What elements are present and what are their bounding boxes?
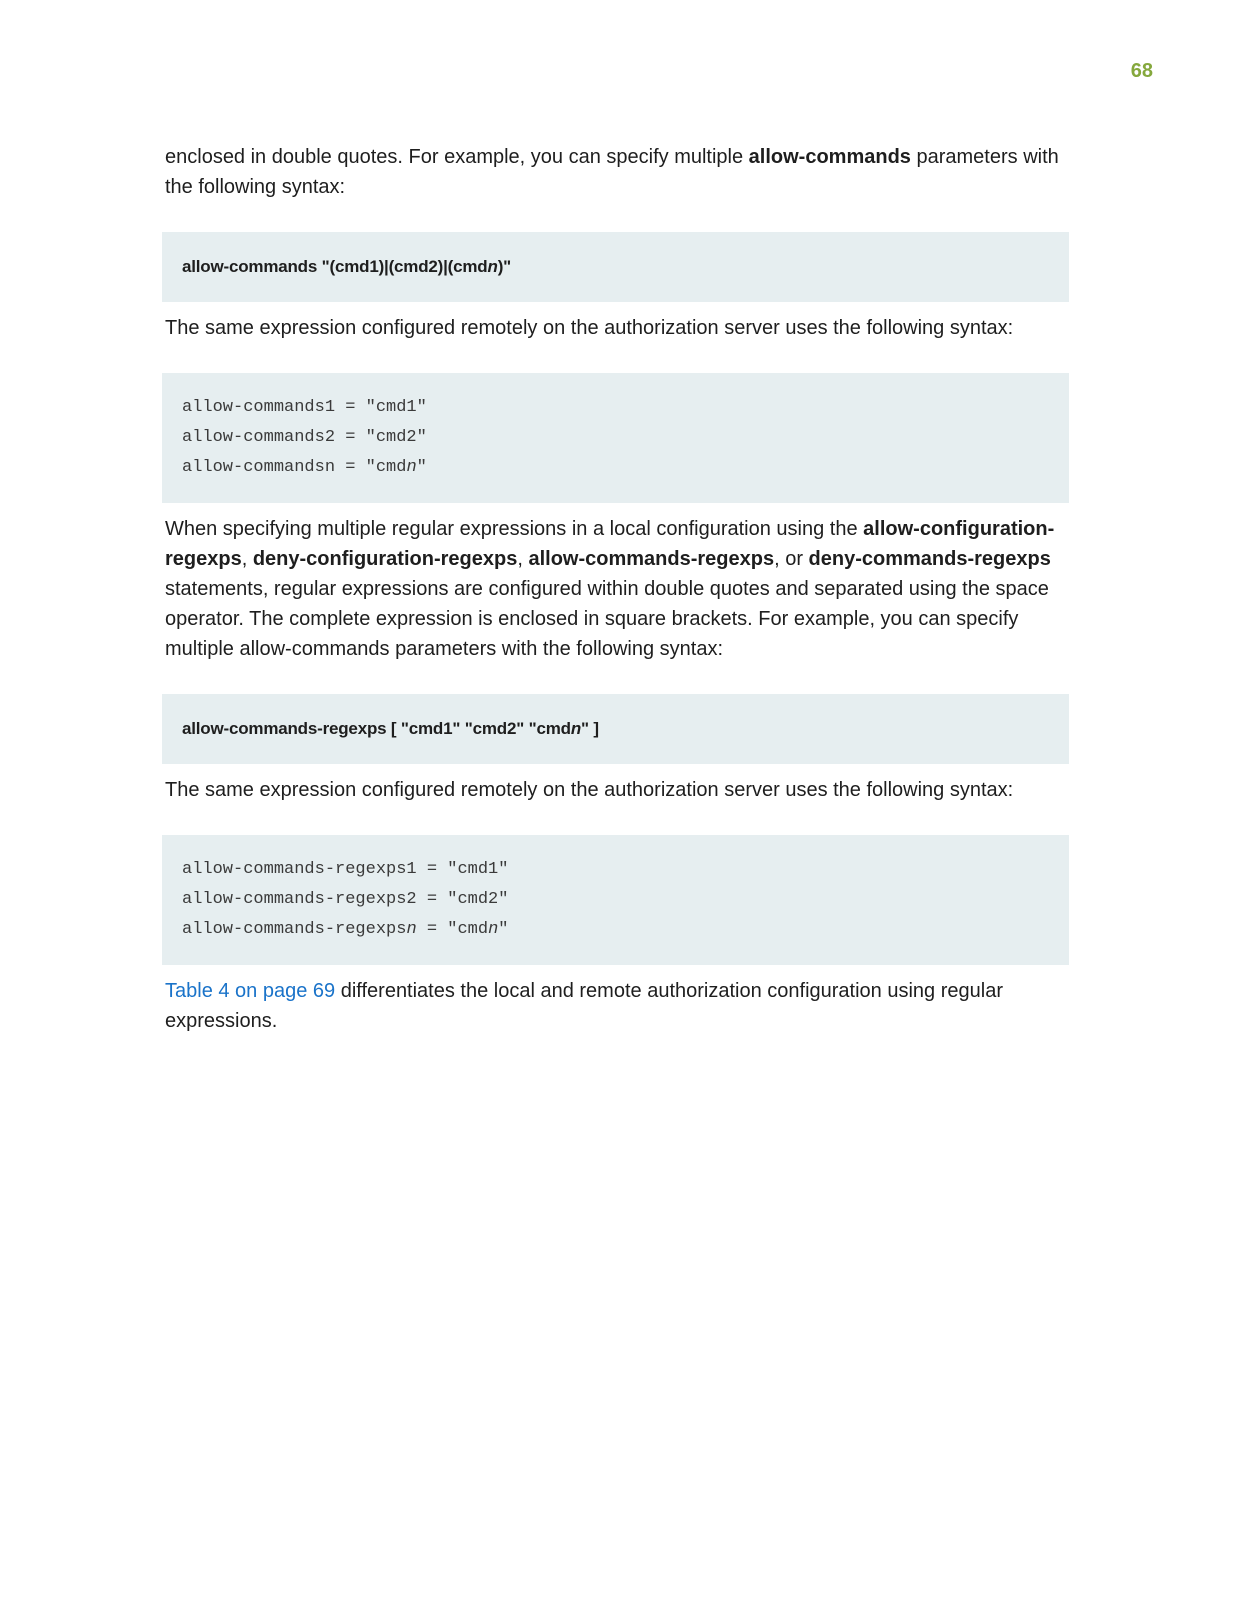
text: differentiates the local and remote authorization configuration using regular expressions. (165, 980, 1003, 1032)
command-text: allow-commands-regexps [ "cmd1" "cmd2" "cmd (182, 719, 571, 738)
code-line: allow-commands2 = "cmd2" (182, 428, 427, 447)
code-line: allow-commands-regexps1 = "cmd1" (182, 860, 509, 879)
bold-term: allow-commands (748, 146, 911, 168)
paragraph-1 (165, 142, 1070, 202)
command-variable: n (570, 719, 581, 738)
table-4-link[interactable]: Table 4 on page 69 (165, 980, 336, 1002)
command-variable: n (487, 257, 498, 276)
command-text: " ] (581, 719, 599, 738)
paragraph-5 (165, 976, 1070, 1036)
text: parameters with the following syntax: (165, 146, 1059, 198)
paragraph-4: The same expression configured remotely on the authorization server uses the following syntax: (165, 779, 1014, 801)
page-content (165, 142, 1070, 1036)
command-box-2 (162, 694, 1069, 764)
code-line: allow-commands1 = "cmd1" (182, 398, 427, 417)
code-line: allow-commandsn = "cmdn" (182, 458, 427, 477)
code-line: allow-commands-regexps2 = "cmd2" (182, 890, 509, 909)
paragraph-2: The same expression configured remotely on the authorization server uses the following syntax: (165, 317, 1014, 339)
page-number: 68 (1130, 60, 1153, 82)
command-box-1 (162, 232, 1069, 302)
code-line: allow-commands-regexpsn = "cmdn" (182, 920, 509, 939)
code-block-2 (162, 835, 1069, 965)
text: enclosed in double quotes. For example, you can specify multiple (165, 146, 749, 168)
paragraph-3: When specifying multiple regular expressions in a local configuration using the allow-configuration-regexps, deny-configuration-regexps, allow-commands-regexps, or deny-commands-regexps statements, regular expressions are configured within double quotes and separated using the space operator. The complete expression is enclosed in square brackets. For example, you can specify multiple allow-commands parameters with the following syntax: (165, 518, 1055, 660)
code-block-1 (162, 373, 1069, 503)
command-text: allow-commands "(cmd1)|(cmd2)|(cmd (182, 257, 488, 276)
command-text: )" (497, 257, 512, 276)
